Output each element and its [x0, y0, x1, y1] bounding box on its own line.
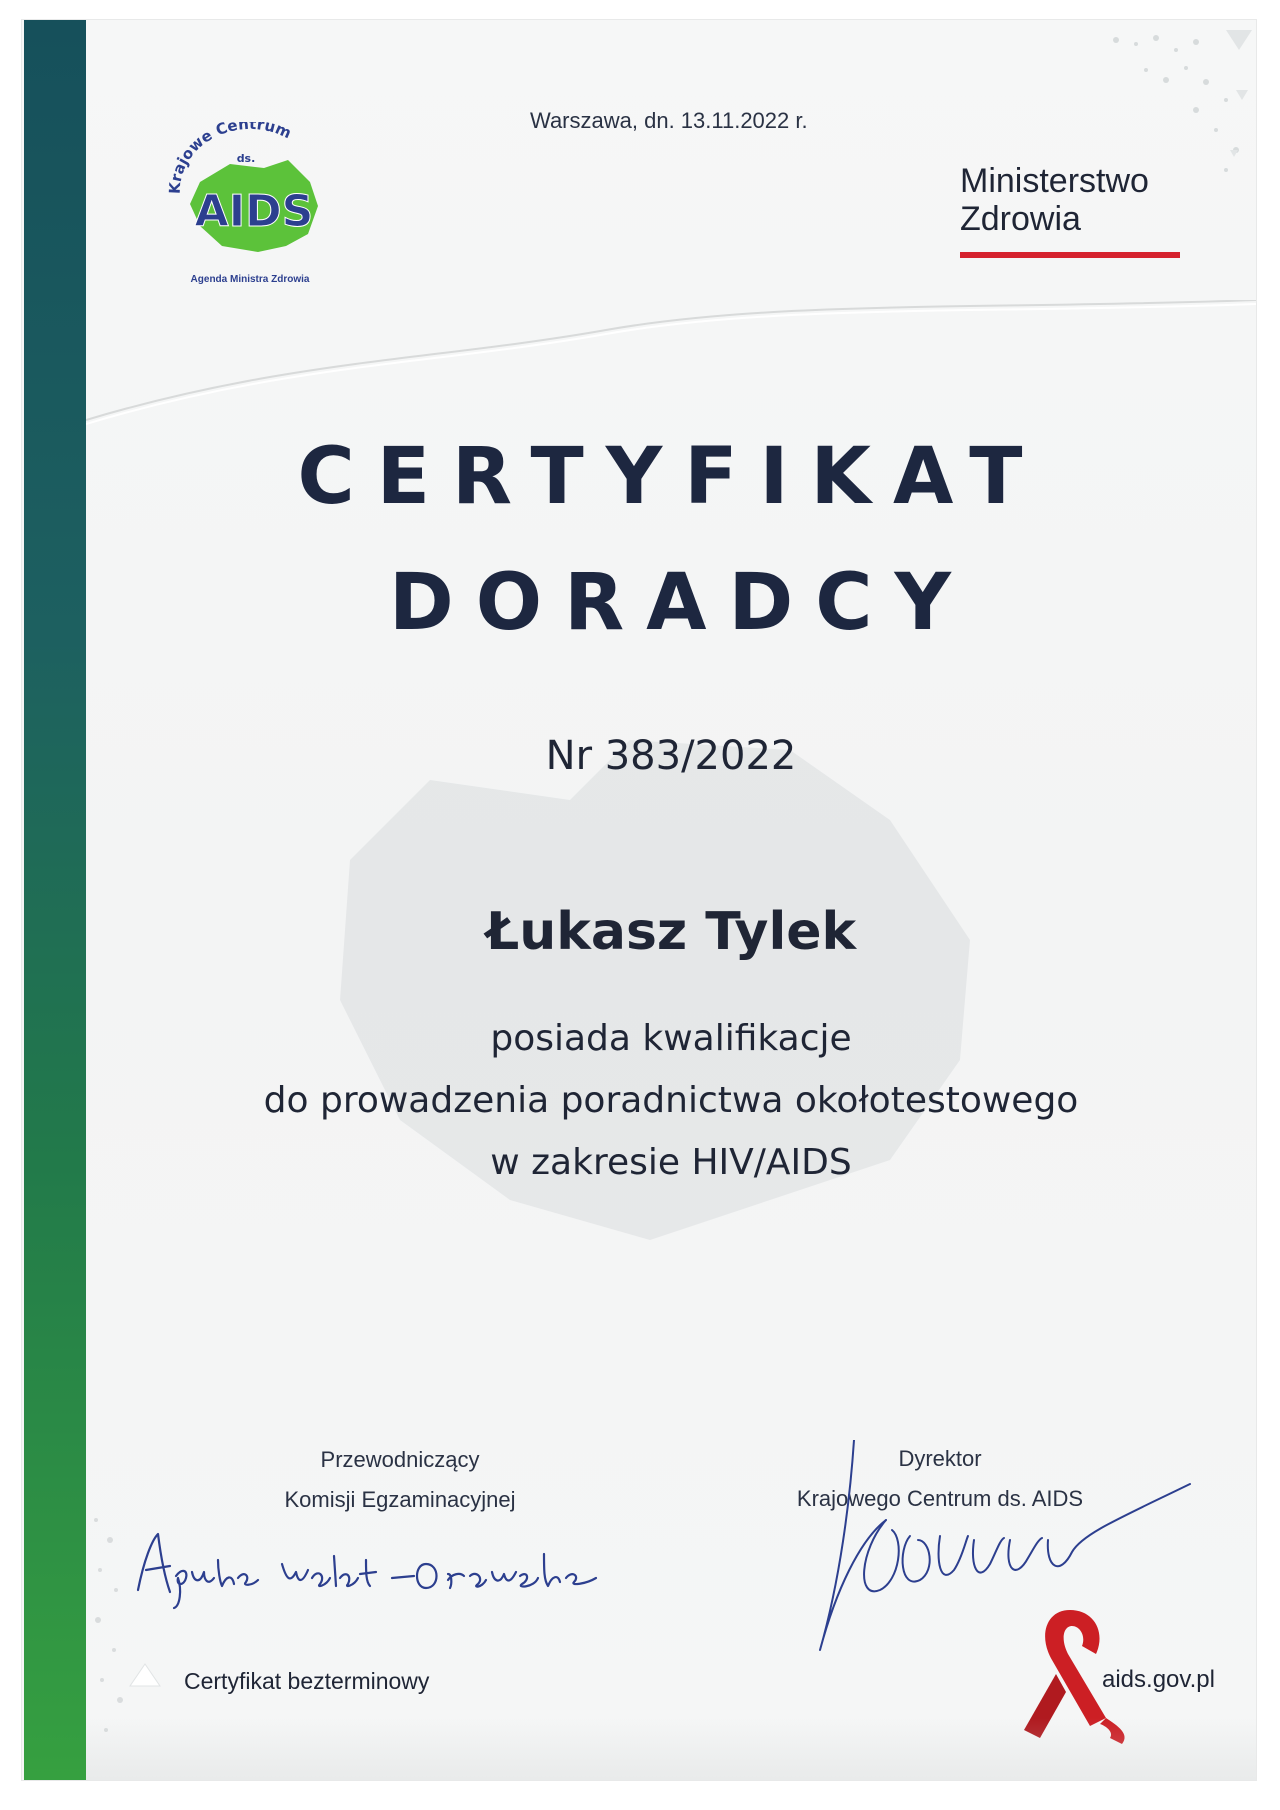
right-signatory-title-1: Dyrektor [898, 1446, 982, 1471]
certificate-title-line-1: CERTYFIKAT [297, 432, 1045, 522]
left-signatory-title-1: Przewodniczący [320, 1447, 480, 1472]
description-line-1: posiada kwalifikacje [490, 1018, 852, 1059]
right-signatory-title-2: Krajowego Centrum ds. AIDS [796, 1486, 1084, 1511]
ministry-line-1: Ministerstwo [960, 162, 1149, 200]
certificate-holder-name: Łukasz Tylek [485, 902, 857, 962]
krajowe-centrum-aids-logo [160, 122, 330, 302]
triangle-icon [128, 1662, 162, 1688]
certificate-number: Nr 383/2022 [545, 733, 797, 779]
left-gradient-band [24, 20, 86, 1780]
certificate-validity: Certyfikat bezterminowy [184, 1668, 430, 1694]
description-line-3: w zakresie HIV/AIDS [490, 1142, 852, 1183]
website-link[interactable]: aids.gov.pl [1102, 1666, 1215, 1693]
logo-subtitle: Agenda Ministra Zdrowia [190, 274, 310, 285]
left-signatory-title-2: Komisji Egzaminacyjnej [284, 1487, 516, 1512]
ministry-line-2: Zdrowia [960, 200, 1081, 238]
bottom-edge-strip [86, 1718, 1256, 1780]
left-handwritten-signature [130, 1520, 600, 1610]
description-line-2: do prowadzenia poradnictwa okołotestowego [263, 1080, 1079, 1121]
logo-arc-text: Krajowe Centrum [165, 122, 295, 195]
issue-date: Warszawa, dn. 13.11.2022 r. [530, 108, 808, 133]
right-handwritten-signature [790, 1440, 1210, 1670]
ministry-red-bar [960, 252, 1180, 258]
logo-acronym: AIDS [194, 186, 314, 237]
logo-small-text: ds. [236, 152, 256, 165]
ministerstwo-zdrowia-logo [960, 162, 1190, 258]
certificate-title-line-2: DORADCY [389, 558, 973, 648]
